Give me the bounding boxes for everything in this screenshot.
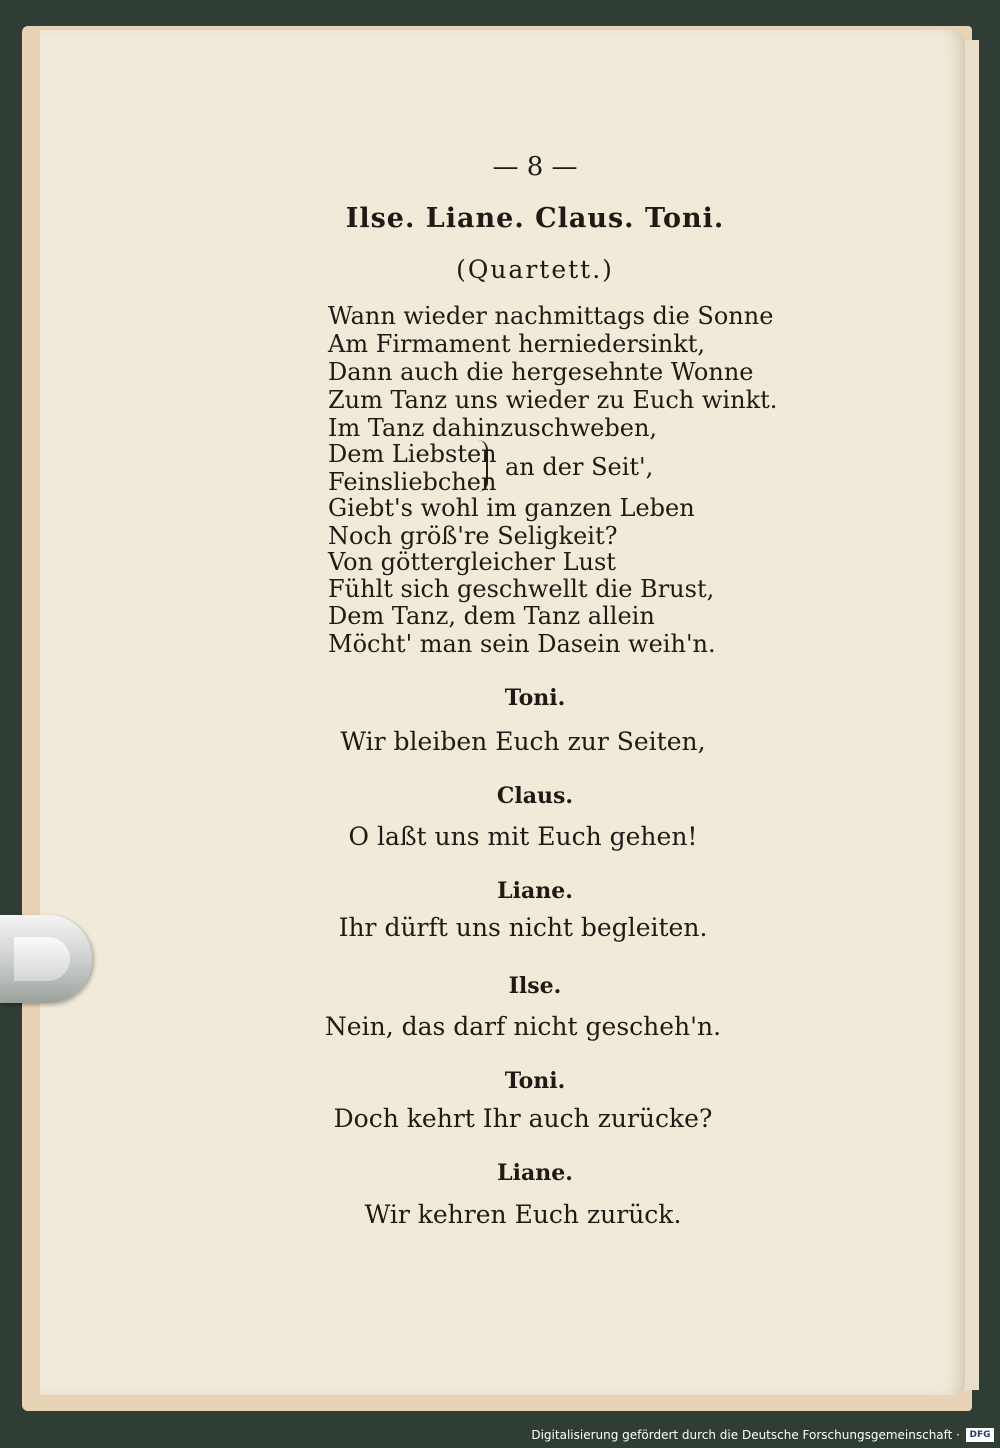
- verse-line: Möcht' man sein Dasein weih'n.: [328, 630, 716, 658]
- verse-line: Von göttergleicher Lust: [328, 548, 616, 576]
- verse-line: Fühlt sich geschwellt die Brust,: [328, 575, 715, 603]
- dialogue-line: Nein, das darf nicht gescheh'n.: [324, 1012, 722, 1041]
- verse-line: Am Firmament herniedersinkt,: [328, 330, 706, 358]
- verse-line: Dem Liebsten: [328, 440, 497, 468]
- dialogue-line: Wir kehren Euch zurück.: [364, 1200, 682, 1229]
- dialogue-line: Doch kehrt Ihr auch zurücke?: [333, 1104, 713, 1133]
- verse-line: Feinsliebchen: [328, 468, 497, 496]
- book-page: [40, 30, 965, 1395]
- brace-text: an der Seit',: [505, 453, 654, 481]
- verse-line: Giebt's wohl im ganzen Leben: [328, 494, 695, 522]
- speaker-name: Liane.: [497, 1160, 573, 1186]
- clip-hole: [14, 937, 70, 981]
- scene-subheading: (Quartett.): [456, 255, 614, 284]
- scene-heading: Ilse. Liane. Claus. Toni.: [345, 203, 725, 234]
- verse-line: Dann auch die hergesehnte Wonne: [328, 358, 754, 386]
- dfg-logo: DFG: [966, 1428, 994, 1442]
- verse-line: Zum Tanz uns wieder zu Euch winkt.: [328, 386, 778, 414]
- dialogue-line: O laßt uns mit Euch gehen!: [348, 822, 698, 851]
- dialogue-line: Ihr dürft uns nicht begleiten.: [338, 913, 708, 942]
- curly-brace: [472, 440, 488, 492]
- speaker-name: Ilse.: [508, 973, 562, 999]
- verse-line: Wann wieder nachmittags die Sonne: [328, 302, 774, 330]
- verse-line: Im Tanz dahinzuschweben,: [328, 414, 658, 442]
- page-clip: [0, 915, 92, 1003]
- speaker-name: Toni.: [504, 685, 566, 711]
- page-number: — 8 —: [492, 152, 578, 182]
- verse-line: Noch größ're Seligkeit?: [328, 522, 618, 550]
- speaker-name: Liane.: [497, 878, 573, 904]
- speaker-name: Toni.: [504, 1068, 566, 1094]
- dialogue-line: Wir bleiben Euch zur Seiten,: [340, 727, 706, 756]
- verse-line: Dem Tanz, dem Tanz allein: [328, 602, 655, 630]
- speaker-name: Claus.: [496, 783, 574, 809]
- footer-credit: Digitalisierung gefördert durch die Deutsche Forschungsgemeinschaft ·: [531, 1428, 960, 1442]
